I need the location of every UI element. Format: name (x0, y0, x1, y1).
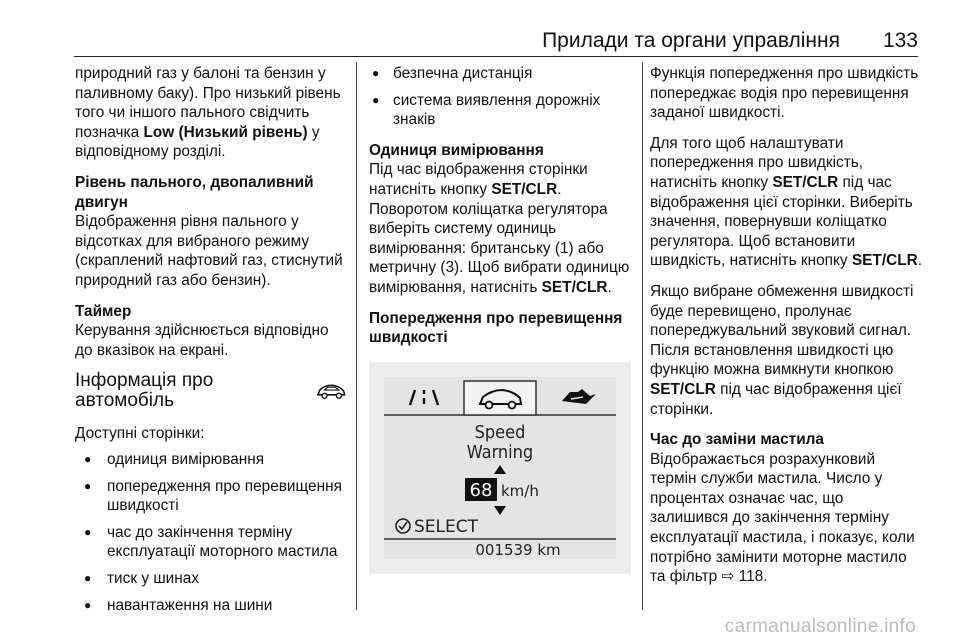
unit-text-a: Під час відображення сторінки натисніть кнопку (369, 161, 588, 198)
pages-list (75, 450, 347, 615)
speed-warning-exceeded (650, 282, 925, 419)
car-icon (316, 382, 347, 400)
set-clr-label: SET/CLR (541, 278, 608, 296)
intro-text-end: у відповідному розділі. (75, 123, 320, 161)
select-label: SELECT (414, 516, 478, 537)
list-item: ● тиск у шинах (75, 569, 347, 589)
list-item: ● час до закінчення терміну експлуатації моторного мастила (75, 523, 347, 562)
list-item: ● одиниця вимірювання (75, 450, 347, 470)
display-title-line2: Warning (466, 441, 534, 463)
set-clr-label: SET/CLR (491, 180, 558, 198)
setup-text-c: . (917, 252, 923, 270)
odometer: 001539 km (475, 540, 561, 559)
speed-unit: km/h (501, 481, 539, 500)
column-divider (356, 62, 357, 610)
set-clr-label: SET/CLR (650, 380, 716, 398)
column-divider (642, 62, 643, 610)
display-title-line1: Speed (474, 421, 526, 443)
instrument-display (384, 377, 616, 559)
car-tab (464, 381, 536, 415)
speed-warning-setup (650, 134, 925, 271)
column-3 (650, 64, 925, 598)
unit-text-b: . Поворотом коліщатка регулятора виберіть систему одиниць вимірювання: британську (1) або метричну (3). Щоб вибрати одиницю вимірювання, натисніть (369, 180, 630, 296)
display-graphics (384, 377, 616, 559)
list-item: ● система виявлення дорожніх знаків (369, 91, 631, 130)
column-1 (75, 64, 347, 626)
oil-page-ref[interactable]: 118. (738, 568, 768, 586)
low-level-label: Low (Низький рівень) (143, 123, 308, 141)
timer-heading: Таймер (75, 302, 132, 320)
display-illustration (369, 362, 631, 574)
page-ref-icon: ⇨ (721, 568, 735, 586)
oil-can-icon (562, 389, 596, 404)
oil-text (650, 450, 925, 587)
pages-list-continued (369, 64, 631, 130)
vehicle-info-heading (75, 371, 347, 410)
speed-warning-intro: Функція попередження про швидкість попереджає водія про перевищення заданої швидкості. (650, 65, 919, 122)
column-2 (369, 64, 631, 574)
arrow-up-icon (494, 465, 506, 474)
set-clr-label: SET/CLR (772, 173, 839, 191)
intro-paragraph (75, 64, 347, 162)
timer-text: Керування здійснюється відповідно до вказівок на екрані. (75, 322, 329, 359)
list-item: ● навантаження на шини (75, 596, 347, 616)
arrow-down-icon (494, 506, 506, 515)
unit-heading: Одиниця вимірювання (369, 141, 544, 159)
watermark: carmanualsonline.info (724, 616, 916, 637)
check-circle-icon (396, 519, 410, 533)
exceeded-text-b: під час відображення цієї сторінки. (650, 380, 902, 418)
unit-text (369, 160, 631, 297)
setup-text-a: Для того щоб налаштувати попередження про швидкість, натисніть кнопку (650, 134, 864, 191)
oil-text-body: Відображається розрахунковий термін служби мастила. Число у процентах означає час, що залишився до закінчення терміну експлуатації мастила, і показує, коли потрібно замінити моторне мастило та фільтр (650, 450, 915, 586)
exceeded-text-a: Якщо вибране обмеження швидкості буде перевищено, пролунає попереджувальний звуковий сигнал. Після встановлення швидкості цю функцію можна вимкнути кнопкою (650, 282, 914, 379)
fuel-heading: Рівень пального, двопаливний двигун (75, 173, 314, 211)
speed-warning-heading: Попередження про перевищення швидкості (369, 309, 623, 347)
intro-text: природний газ у балоні та бензин у паливному баку). Про низький рівень того чи іншого пального свідчить позначка (75, 65, 341, 141)
road-icon (410, 390, 438, 405)
set-clr-label: SET/CLR (851, 252, 918, 270)
speed-value: 68 (469, 479, 493, 501)
page-header (0, 0, 960, 52)
page-title: Прилади та органи управління (542, 29, 840, 52)
setup-text-b: під час відображення цієї сторінки. Виберіть значення, повернувши коліщатко регулятора. Щоб встановити швидкість, натисніть кнопку (650, 173, 913, 270)
list-item: ● безпечна дистанція (369, 64, 631, 84)
available-pages: Доступні сторінки: (75, 424, 205, 442)
fuel-text: Відображення рівня пального у відсотках для вибраного режиму (скраплений нафтовий газ, стиснутий природний газ або бензин). (75, 213, 343, 289)
list-item: ● попередження про перевищення швидкості (75, 477, 347, 516)
page-number: 133 (882, 29, 918, 52)
header-rule (74, 56, 918, 57)
vehicle-info-title: Інформація про автомобіль (75, 370, 214, 411)
unit-text-c: . (607, 278, 612, 296)
oil-heading: Час до заміни мастила (650, 431, 824, 449)
